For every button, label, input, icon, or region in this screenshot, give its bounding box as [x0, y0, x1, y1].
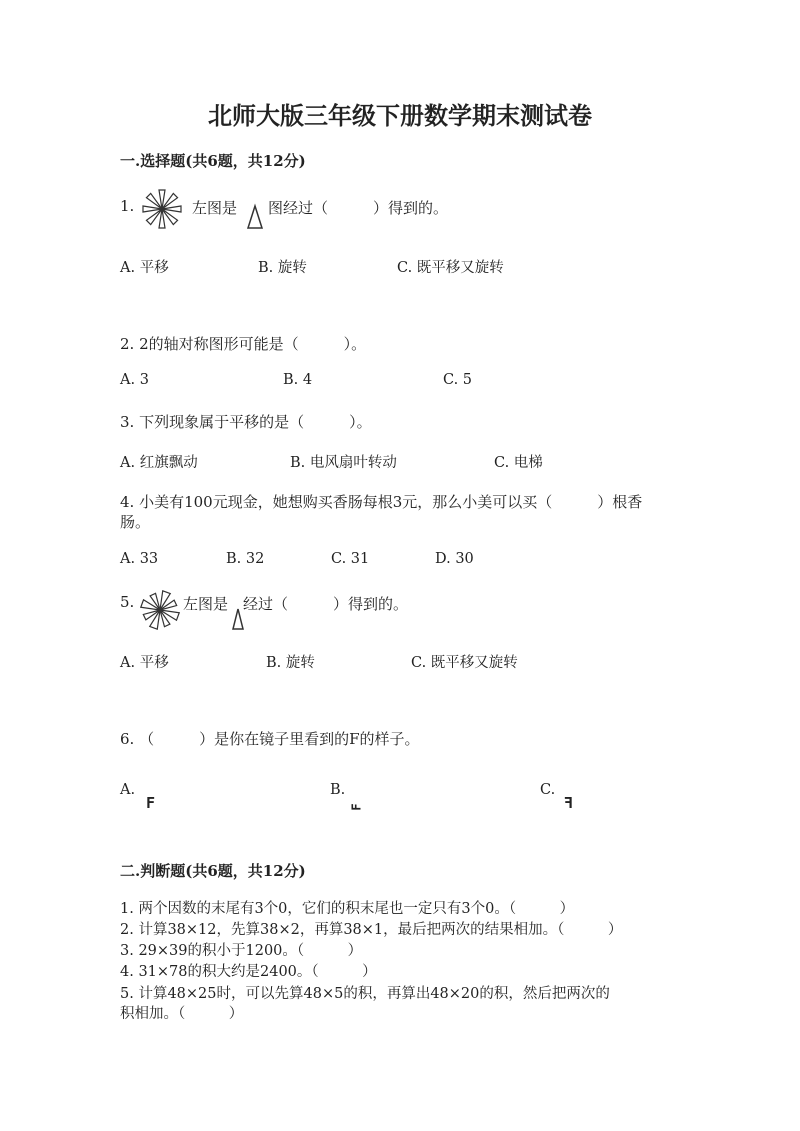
judgement-item-2: 2. 计算38×12，先算38×2，再算38×1，最后把两次的结果相加。（ ） — [120, 922, 623, 938]
page-title: 北师大版三年级下册数学期末测试卷 — [208, 101, 592, 130]
judgement-item-5: 5. 计算48×25时，可以先算48×5的积，再算出48×20的积，然后把两次的 — [120, 986, 610, 1002]
q1-option-b[interactable]: B. 旋转 — [258, 260, 307, 276]
mirror-f-glyph-b: F — [349, 803, 364, 811]
pinwheel-figure-image — [140, 187, 184, 231]
section-heading-choice: 一.选择题(共6题，共12分) — [120, 152, 306, 170]
q3-option-c[interactable]: C. 电梯 — [494, 455, 543, 471]
pinwheel-figure-image — [138, 588, 182, 632]
question-1-text-b: 图经过（ ）得到的。 — [268, 199, 449, 217]
q6-option-b[interactable]: B. — [330, 782, 346, 798]
q2-option-b[interactable]: B. 4 — [283, 372, 313, 388]
question-5-text-a: 左图是 — [183, 595, 229, 613]
question-1-text-a: 左图是 — [192, 199, 238, 217]
q1-option-c[interactable]: C. 既平移又旋转 — [397, 260, 504, 276]
q5-option-b[interactable]: B. 旋转 — [266, 655, 315, 671]
q4-option-a[interactable]: A. 33 — [120, 551, 159, 567]
q4-option-c[interactable]: C. 31 — [331, 551, 370, 567]
question-1-number: 1. — [120, 197, 135, 215]
question-2-text: 2. 2的轴对称图形可能是（ ）。 — [120, 335, 367, 353]
q5-option-c[interactable]: C. 既平移又旋转 — [411, 655, 518, 671]
q4-option-b[interactable]: B. 32 — [226, 551, 265, 567]
q5-option-a[interactable]: A. 平移 — [120, 655, 169, 671]
q6-option-a[interactable]: A. — [120, 782, 136, 798]
judgement-item-1: 1. 两个因数的末尾有3个0，它们的积末尾也一定只有3个0。（ ） — [120, 901, 575, 917]
question-4-line-1: 4. 小美有100元现金，她想购买香肠每根3元，那么小美可以买（ ）根香 — [120, 493, 643, 511]
mirror-f-glyph-c: F — [564, 794, 574, 812]
q1-option-a[interactable]: A. 平移 — [120, 260, 169, 276]
section-heading-judgement: 二.判断题(共6题，共12分) — [120, 862, 306, 880]
triangle-figure-image — [246, 205, 264, 229]
q2-option-a[interactable]: A. 3 — [120, 372, 149, 388]
question-3-text: 3. 下列现象属于平移的是（ ）。 — [120, 413, 372, 431]
question-4-line-2: 肠。 — [120, 513, 151, 531]
q4-option-d[interactable]: D. 30 — [435, 551, 474, 567]
judgement-item-5-line-2: 积相加。（ ） — [120, 1006, 244, 1022]
q3-option-a[interactable]: A. 红旗飘动 — [120, 455, 198, 471]
mirror-f-glyph-a: F — [146, 794, 156, 812]
judgement-item-4: 4. 31×78的积大约是2400。（ ） — [120, 964, 377, 980]
q3-option-b[interactable]: B. 电风扇叶转动 — [290, 455, 397, 471]
judgement-item-3: 3. 29×39的积小于1200。（ ） — [120, 943, 363, 959]
question-6-text: 6. （ ）是你在镜子里看到的F的样子。 — [120, 730, 420, 748]
question-5-text-b: 经过（ ）得到的。 — [243, 595, 409, 613]
q2-option-c[interactable]: C. 5 — [443, 372, 473, 388]
question-5-number: 5. — [120, 593, 135, 611]
q6-option-c[interactable]: C. — [540, 782, 556, 798]
